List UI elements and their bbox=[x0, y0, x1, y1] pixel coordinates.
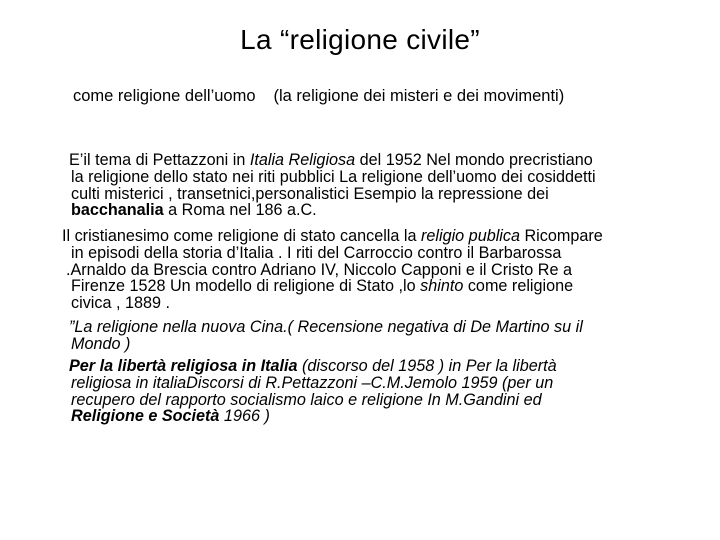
text-run: E’il tema di Pettazzoni in bbox=[69, 151, 250, 169]
text-run: religio publica bbox=[421, 227, 520, 245]
subtitle-right: (la religione dei misteri e dei movimenti) bbox=[273, 87, 565, 105]
paragraph-2-line-4 bbox=[71, 278, 573, 295]
paragraph-1-line-2 bbox=[71, 169, 596, 186]
paragraph-4-line-1 bbox=[69, 358, 557, 375]
paragraph-4-line-4 bbox=[71, 408, 270, 425]
slide-subtitle bbox=[73, 86, 564, 106]
text-run: in episodi della storia d’Italia . I riti del Carroccio contro il Barbarossa bbox=[71, 243, 562, 262]
text-run: 1966 ) bbox=[219, 407, 270, 426]
text-run: Per la libertà religiosa in Italia bbox=[69, 357, 298, 375]
paragraph-2-line-5 bbox=[71, 295, 170, 312]
text-run: .Arnaldo da Brescia contro Adriano IV, Niccolo Capponi e il Cristo Re a bbox=[66, 260, 572, 279]
text-run: la religione dello stato nei riti pubblici La religione dell’uomo dei cosiddetti bbox=[71, 167, 596, 186]
text-run: a Roma nel 186 a.C. bbox=[163, 201, 317, 220]
text-run: Ricompare bbox=[519, 227, 603, 245]
paragraph-4-line-2 bbox=[71, 375, 553, 392]
paragraph-1-line-3 bbox=[71, 186, 549, 203]
text-run: Italia Religiosa bbox=[249, 151, 356, 169]
text-run: culti misterici , transetnici,personalistici Esempio la repressione dei bbox=[71, 184, 549, 203]
paragraph-4-line-3 bbox=[71, 392, 542, 409]
subtitle-left: come religione dell’uomo bbox=[73, 87, 256, 105]
text-run: (discorso del 1958 ) in Per la libertà bbox=[297, 357, 557, 375]
text-run: Mondo ) bbox=[71, 334, 131, 353]
text-run: Il cristianesimo come religione di stato cancella la bbox=[62, 227, 421, 245]
slide-title: La “religione civile” bbox=[240, 24, 480, 55]
text-run: recupero del rapporto socialismo laico e religione In M.Gandini ed bbox=[71, 390, 542, 409]
text-run: Firenze 1528 Un modello di religione di Stato ,lo bbox=[71, 277, 421, 296]
text-run: civica , 1889 . bbox=[71, 294, 170, 313]
text-run: del 1952 Nel mondo precristiano bbox=[355, 151, 593, 169]
text-run: ”La religione nella nuova Cina.( Recensione negativa di De Martino su il bbox=[69, 318, 583, 336]
text-run: Religione e Società bbox=[71, 407, 220, 426]
paragraph-2-line-1 bbox=[62, 228, 603, 245]
paragraph-1-line-4 bbox=[71, 202, 317, 219]
paragraph-3-line-2 bbox=[71, 336, 130, 353]
paragraph-3-line-1 bbox=[69, 319, 583, 336]
paragraph-2-line-3 bbox=[66, 262, 572, 279]
text-run: come religione bbox=[463, 277, 574, 296]
paragraph-2-line-2 bbox=[71, 245, 561, 262]
paragraph-1-line-1 bbox=[69, 152, 593, 169]
text-run: bacchanalia bbox=[71, 201, 164, 220]
text-run: religiosa in italiaDiscorsi di R.Pettazzoni –C.M.Jemolo 1959 (per un bbox=[71, 373, 554, 392]
text-run: shinto bbox=[420, 277, 464, 296]
